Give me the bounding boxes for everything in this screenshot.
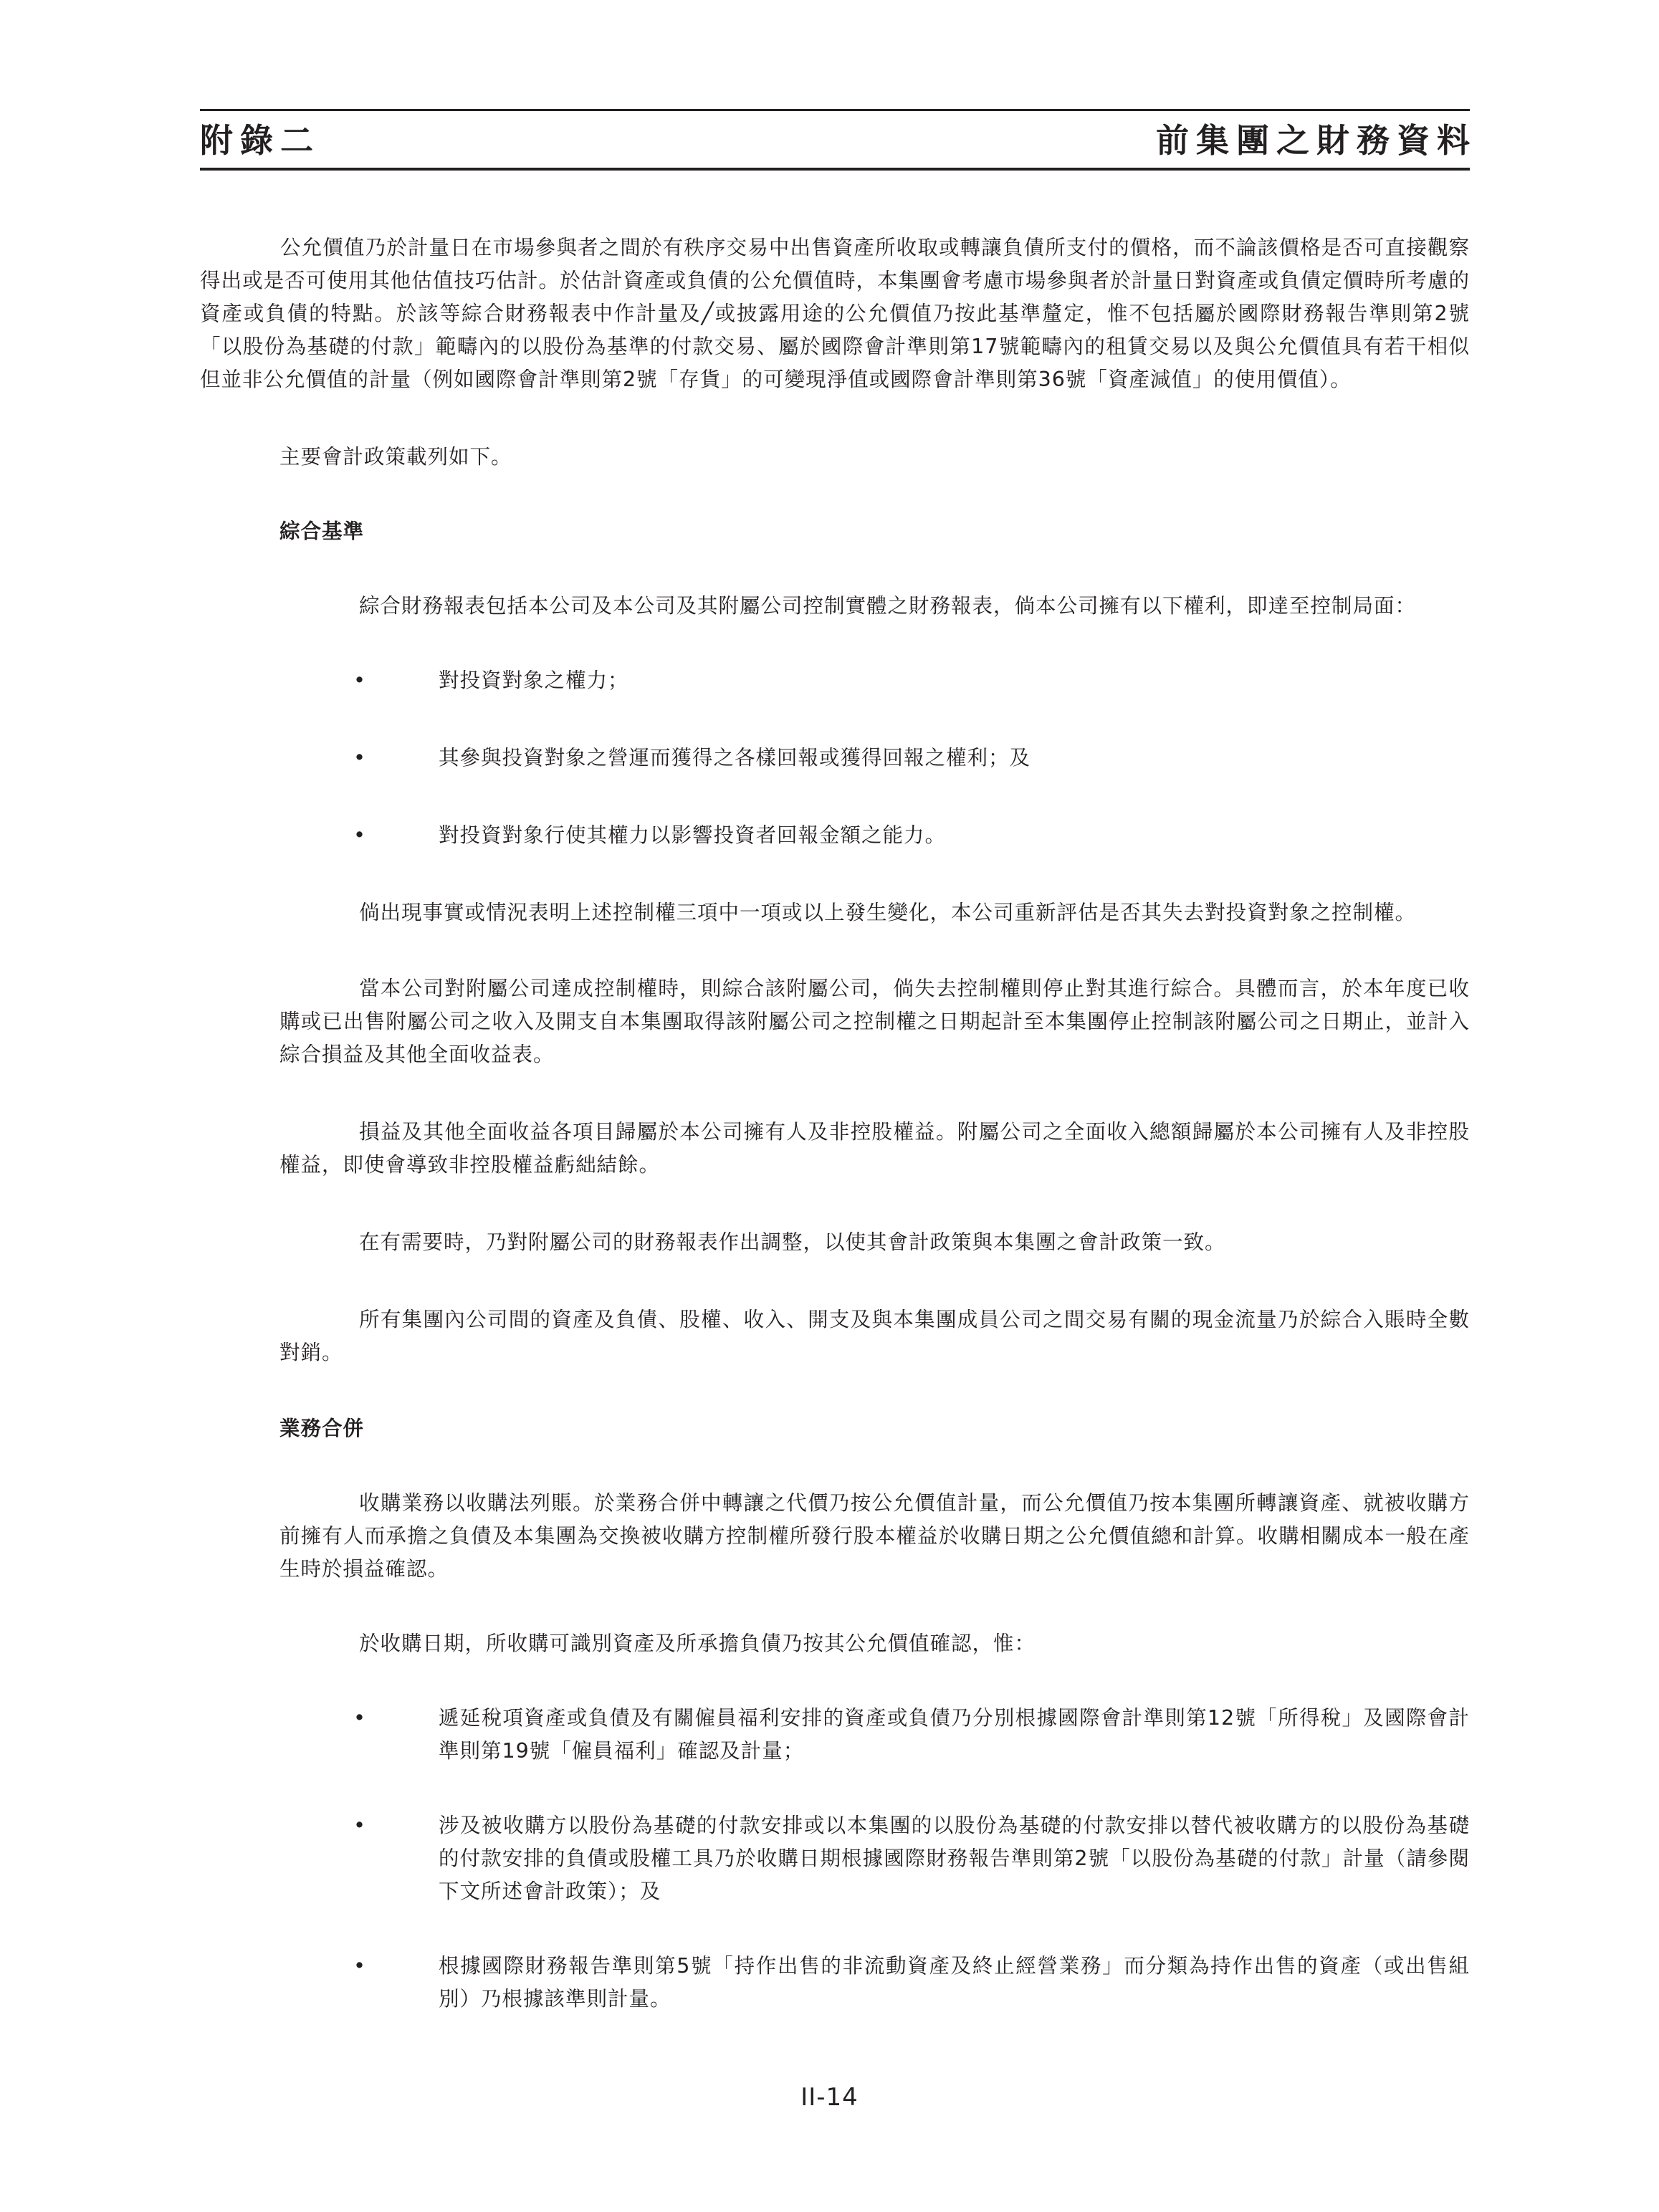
list-item-text: 涉及被收購方以股份為基礎的付款安排或以本集團的以股份為基礎的付款安排以替代被收購方的以股份為基礎的付款安排的負債或股權工具乃於收購日期根據國際財務報告準則第2號「以股份為基礎的付款」計量（請參閱下文所述會計政策）；及 bbox=[439, 1814, 1470, 1903]
acquisition-method-paragraph: 收購業務以收購法列賬。於業務合併中轉讓之代價乃按公允價值計量，而公允價值乃按本集團所轉讓資產、就被收購方前擁有人而承擔之負債及本集團為交換被收購方控制權所發行股本權益於收購日期之公允價值總和計算。收購相關成本一般在產生時於損益確認。 bbox=[279, 1491, 1470, 1581]
consolidate-paragraph: 當本公司對附屬公司達成控制權時，則綜合該附屬公司，倘失去控制權則停止對其進行綜合。具體而言，於本年度已收購或已出售附屬公司之收入及開支自本集團取得該附屬公司之控制權之日期起計至本集團停止控制該附屬公司之日期止，並計入綜合損益及其他全面收益表。 bbox=[279, 977, 1470, 1066]
bullet-icon: • bbox=[353, 1706, 366, 1730]
header-top-rule bbox=[200, 109, 1470, 111]
list-item bbox=[353, 819, 1470, 852]
bullet-icon: • bbox=[353, 746, 366, 770]
list-item bbox=[353, 1809, 1470, 1908]
list-item-text: 對投資對象之權力； bbox=[439, 669, 629, 692]
elimination-paragraph: 所有集團內公司間的資產及負債、股權、收入、開支及與本集團成員公司之間交易有關的現金流量乃於綜合入賬時全數對銷。 bbox=[279, 1308, 1470, 1364]
list-item bbox=[353, 1950, 1470, 2016]
adjustments-paragraph: 在有需要時，乃對附屬公司的財務報表作出調整，以使其會計政策與本集團之會計政策一致。 bbox=[359, 1230, 1226, 1254]
list-item bbox=[353, 1702, 1470, 1768]
bullet-icon: • bbox=[353, 669, 366, 692]
policies-intro: 主要會計政策載列如下。 bbox=[279, 445, 512, 469]
fair-value-paragraph: 公允價值乃於計量日在市場參與者之間於有秩序交易中出售資產所收取或轉讓負債所支付的價格，而不論該價格是否可直接觀察得出或是否可使用其他估值技巧估計。於估計資產或負債的公允價值時，本集團會考慮市場參與者於計量日對資產或負債定價時所考慮的資產或負債的特點。於該等綜合財務報表中作計量及╱或披露用途的公允價值乃按此基準釐定，惟不包括屬於國際財務報告準則第2號「以股份為基礎的付款」範疇內的以股份為基準的付款交易、屬於國際會計準則第17號範疇內的租賃交易以及與公允價值具有若干相似但並非公允價值的計量（例如國際會計準則第2號「存貨」的可變現淨值或國際會計準則第36號「資產減值」的使用價值）。 bbox=[200, 236, 1470, 391]
list-item-text: 對投資對象行使其權力以影響投資者回報金額之能力。 bbox=[439, 823, 947, 847]
attribution-paragraph: 損益及其他全面收益各項目歸屬於本公司擁有人及非控股權益。附屬公司之全面收入總額歸屬於本公司擁有人及非控股權益，即使會導致非控股權益虧絀結餘。 bbox=[279, 1120, 1470, 1177]
page-header bbox=[200, 109, 1477, 172]
appendix-title: 附錄二 bbox=[200, 121, 320, 160]
list-item-text: 根據國際財務報告準則第5號「持作出售的非流動資產及終止經營業務」而分類為持作出售的資產（或出售組別）乃根據該準則計量。 bbox=[439, 1954, 1470, 2011]
list-item-text: 遞延稅項資產或負債及有關僱員福利安排的資產或負債乃分別根據國際會計準則第12號「所得稅」及國際會計準則第19號「僱員福利」確認及計量； bbox=[439, 1706, 1470, 1763]
section-title: 前集團之財務資料 bbox=[1156, 121, 1477, 160]
consolidation-intro: 綜合財務報表包括本公司及本公司及其附屬公司控制實體之財務報表，倘本公司擁有以下權利，即達至控制局面： bbox=[359, 594, 1417, 618]
list-item-text: 其參與投資對象之營運而獲得之各樣回報或獲得回報之權利；及 bbox=[439, 746, 1031, 770]
bullet-icon: • bbox=[353, 1814, 366, 1837]
bullet-icon: • bbox=[353, 823, 366, 847]
list-item bbox=[353, 742, 1470, 775]
reassess-paragraph: 倘出現事實或情況表明上述控制權三項中一項或以上發生變化，本公司重新評估是否其失去對投資對象之控制權。 bbox=[359, 901, 1417, 924]
page-number: II-14 bbox=[800, 2083, 859, 2112]
recognition-paragraph: 於收購日期，所收購可識別資產及所承擔負債乃按其公允價值確認，惟： bbox=[359, 1632, 1036, 1655]
list-item bbox=[353, 664, 1470, 697]
basis-of-consolidation-heading: 綜合基準 bbox=[279, 520, 365, 543]
header-bottom-rule bbox=[200, 168, 1470, 171]
bullet-icon: • bbox=[353, 1954, 366, 1978]
business-combinations-heading: 業務合併 bbox=[279, 1417, 365, 1440]
page-content bbox=[200, 231, 1470, 2016]
